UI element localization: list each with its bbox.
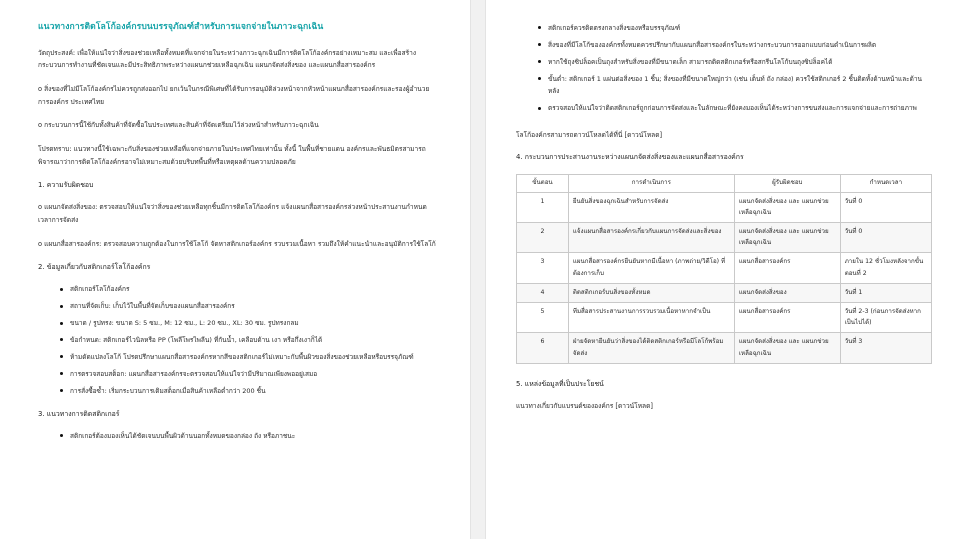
table-row xyxy=(517,333,932,363)
cell-action: ฝ่ายจัดหายืนยันว่าสิ่งของได้ติดสติกเกอร์หรือมีโลโก้พร้อมจัดส่ง xyxy=(568,333,734,363)
sticker-placement-list-continued xyxy=(516,22,932,115)
sticker-info-list xyxy=(38,283,436,397)
column-header-responsible: ผู้รับผิดชอบ xyxy=(734,174,840,192)
list-item: ตรวจสอบให้แน่ใจว่าติดสติกเกอร์ถูกก่อนการจัดส่งและในลักษณะที่ยังคงมองเห็นได้ระหว่างการขนส่งและการแจกจ่ายและการถ่ายภาพ xyxy=(538,102,932,114)
note-paragraph-1: o สิ่งของที่ไม่มีโลโก้องค์กรไม่ควรถูกส่งออกไป ยกเว้นในกรณีพิเศษที่ได้รับการอนุมัติล่วงหน้าจากหัวหน้าแผนกสื่อสารองค์กรและรองผู้อำนวยการองค์กร ประเทศไทย xyxy=(38,84,430,106)
sticker-placement-list xyxy=(38,430,436,442)
cell-responsible: แผนกจัดส่งสิ่งของ และ แผนกช่วยเหลือฉุกเฉิน xyxy=(734,333,840,363)
list-item: ห้ามดัดแปลงโลโก้ โปรดปรึกษาแผนกสื่อสารองค์กรหากสีของสติกเกอร์ไม่เหมาะกับพื้นผิวของสิ่งของช่วยเหลือหรือบรรจุภัณฑ์ xyxy=(60,351,436,363)
list-item: สติกเกอร์โลโก้องค์กร xyxy=(60,283,436,295)
cell-step: 3 xyxy=(517,253,569,283)
list-item: หากใช้ถุงซิปล็อคเป็นถุงสำหรับสิ่งของที่มีขนาดเล็ก สามารถติดสติกเกอร์หรือสกรีนโลโก้บนถุงซิปล็อคได้ xyxy=(538,56,932,68)
cell-action: ทีมสื่อสารประสานงานการรวบรวมเนื้อหาหากจำเป็น xyxy=(568,302,734,332)
cell-responsible: แผนกสื่อสารองค์กร xyxy=(734,302,840,332)
cell-responsible: แผนกจัดส่งสิ่งของ และ แผนกช่วยเหลือฉุกเฉิน xyxy=(734,222,840,252)
list-item: สิ่งของที่มีโลโก้ขององค์กรทั้งหมดควรปรึกษากับแผนกสื่อสารองค์กรในระหว่างกระบวนการออกแบบก่อนดำเนินการผลิต xyxy=(538,39,932,51)
cell-responsible: แผนกจัดส่งสิ่งของ xyxy=(734,283,840,302)
objective-paragraph: วัตถุประสงค์: เพื่อให้แน่ใจว่าสิ่งของช่วยเหลือทั้งหมดที่แจกจ่ายในระหว่างภาวะฉุกเฉินมีการติดโลโก้องค์กรอย่างเหมาะสม และเพื่อสร้างกระบวนการทำงานที่ชัดเจนและมีประสิทธิภาพระหว่างแผนกช่วยเหลือฉุกเฉิน แผนกจัดส่งสิ่งของ และแผนกสื่อสารองค์กร xyxy=(38,48,417,70)
section-heading-responsibilities: 1. ความรับผิดชอบ xyxy=(38,181,94,190)
list-item: การสั่งซื้อซ้ำ: เริ่มกระบวนการเติมสต็อกเมื่อสินค้าเหลือต่ำกว่า 200 ชิ้น xyxy=(60,385,436,397)
cell-step: 5 xyxy=(517,302,569,332)
cell-action: ติดสติกเกอร์บนสิ่งของทั้งหมด xyxy=(568,283,734,302)
cell-action: ยืนยันสิ่งของฉุกเฉินสำหรับการจัดส่ง xyxy=(568,192,734,222)
page-2-content xyxy=(486,0,958,433)
list-item: ขั้นต่ำ: สติกเกอร์ 1 แผ่นต่อสิ่งของ 1 ชิ้น; สิ่งของที่มีขนาดใหญ่กว่า (เช่น เต็นท์ ถัง กล่อง) ควรใช้สติกเกอร์ 2 ชิ้นติดทั้งด้านหน้าและด้านหลัง xyxy=(538,73,932,98)
list-item: สติกเกอร์ควรติดตรงกลางสิ่งของหรือบรรจุภัณฑ์ xyxy=(538,22,932,34)
logo-download-line[interactable]: โลโก้องค์กรสามารถดาวน์โหลดได้ที่นี่ [ดาวน์โหลด] xyxy=(516,130,663,139)
responsibility-logistics: o แผนกจัดส่งสิ่งของ: ตรวจสอบให้แน่ใจว่าสิ่งของช่วยเหลือทุกชิ้นมีการติดโลโก้องค์กร แจ้งแผนกสื่อสารองค์กรล่วงหน้าประสานงานกำหนดเวลาการจัดส่ง xyxy=(38,203,427,224)
cell-step: 1 xyxy=(517,192,569,222)
table-row xyxy=(517,222,932,252)
document-page-1 xyxy=(0,0,470,539)
cell-due: วันที่ 0 xyxy=(840,222,931,252)
column-header-due: กำหนดเวลา xyxy=(840,174,931,192)
cell-step: 6 xyxy=(517,333,569,363)
responsibility-communications: o แผนกสื่อสารองค์กร: ตรวจสอบความถูกต้องในการใช้โลโก้ จัดหาสติกเกอร์องค์กร รวบรวมเนื้อหา รวมถึงให้คำแนะนำและอนุมัติการใช้โลโก้ xyxy=(38,239,436,248)
page-title: แนวทางการติดโลโก้องค์กรบนบรรจุภัณฑ์สำหรับการแจกจ่ายในภาวะฉุกเฉิน xyxy=(38,22,324,32)
table-row xyxy=(517,253,932,283)
section-heading-useful-resources: 5. แหล่งข้อมูลที่เป็นประโยชน์ xyxy=(516,379,604,388)
cell-step: 4 xyxy=(517,283,569,302)
cell-due: วันที่ 2-3 (ก่อนการจัดส่งหากเป็นไปได้) xyxy=(840,302,931,332)
page-divider xyxy=(470,0,486,539)
note-paragraph-3: โปรดทราบ: แนวทางนี้ใช้เฉพาะกับสิ่งของช่วยเหลือที่แจกจ่ายภายในประเทศไทยเท่านั้น ทั้งนี้ ในพื้นที่ชายแดน องค์กรและพันธมิตรสามารถพิจารณาว่าการติดโลโก้องค์กรอาจไม่เหมาะสมด้วยบริบทพื้นที่หรือเหตุผลด้านความปลอดภัย xyxy=(38,144,426,166)
coordination-table-body xyxy=(517,192,932,363)
table-row xyxy=(517,192,932,222)
cell-action: แผนกสื่อสารองค์กรยืนยันหากมีเนื้อหา (ภาพถ่าย/วิดีโอ) ที่ต้องการเก็บ xyxy=(568,253,734,283)
list-item: สติกเกอร์ต้องมองเห็นได้ชัดเจนบนพื้นผิวด้านนอกทั้งหมดของกล่อง ถัง หรือภาชนะ xyxy=(60,430,436,442)
cell-due: ภายใน 12 ชั่วโมงหลังจากขั้นตอนที่ 2 xyxy=(840,253,931,283)
cell-responsible: แผนกสื่อสารองค์กร xyxy=(734,253,840,283)
list-item: การตรวจสอบสต็อก: แผนกสื่อสารองค์กรจะตรวจสอบให้แน่ใจว่ามีปริมาณเพียงพออยู่เสมอ xyxy=(60,368,436,380)
cell-step: 2 xyxy=(517,222,569,252)
list-item: ขนาด / รูปทรง: ขนาด S: 5 ซม., M: 12 ซม., L: 20 ซม., XL: 30 ซม. รูปทรงกลม xyxy=(60,317,436,329)
brand-guideline-download-line[interactable]: แนวทางเกี่ยวกับแบรนด์ขององค์กร [ดาวน์โหลด] xyxy=(516,401,653,410)
cell-action: แจ้งแผนกสื่อสารองค์กรเกี่ยวกับแผนการจัดส่งและสิ่งของ xyxy=(568,222,734,252)
table-row xyxy=(517,283,932,302)
list-item: สถานที่จัดเก็บ: เก็บไว้ในพื้นที่จัดเก็บของแผนกสื่อสารองค์กร xyxy=(60,300,436,312)
page-1-content xyxy=(0,0,470,462)
column-header-step: ขั้นตอน xyxy=(517,174,569,192)
table-row xyxy=(517,302,932,332)
document-page-2 xyxy=(486,0,958,539)
coordination-process-table xyxy=(516,174,932,364)
cell-due: วันที่ 3 xyxy=(840,333,931,363)
section-heading-coordination-process: 4. กระบวนการประสานงานระหว่างแผนกจัดส่งสิ่งของและแผนกสื่อสารองค์กร xyxy=(516,153,744,162)
section-heading-sticker-info: 2. ข้อมูลเกี่ยวกับสติกเกอร์โลโก้องค์กร xyxy=(38,263,151,272)
cell-responsible: แผนกจัดส่งสิ่งของ และ แผนกช่วยเหลือฉุกเฉิน xyxy=(734,192,840,222)
cell-due: วันที่ 1 xyxy=(840,283,931,302)
note-paragraph-2: o กระบวนการนี้ใช้กับทั้งสินค้าที่จัดซื้อในประเทศและสินค้าที่จัดเตรียมไว้ล่วงหน้าสำหรับภาวะฉุกเฉิน xyxy=(38,121,319,130)
section-heading-sticker-placement: 3. แนวทางการติดสติกเกอร์ xyxy=(38,409,120,418)
list-item: ข้อกำหนด: สติกเกอร์ไวนิลหรือ PP (โพลีโพรไพลีน) ที่กันน้ำ, เคลือบด้าน เงา หรือกึ่งเงาก็ได้ xyxy=(60,334,436,346)
column-header-action: การดำเนินการ xyxy=(568,174,734,192)
table-header-row xyxy=(517,174,932,192)
cell-due: วันที่ 0 xyxy=(840,192,931,222)
